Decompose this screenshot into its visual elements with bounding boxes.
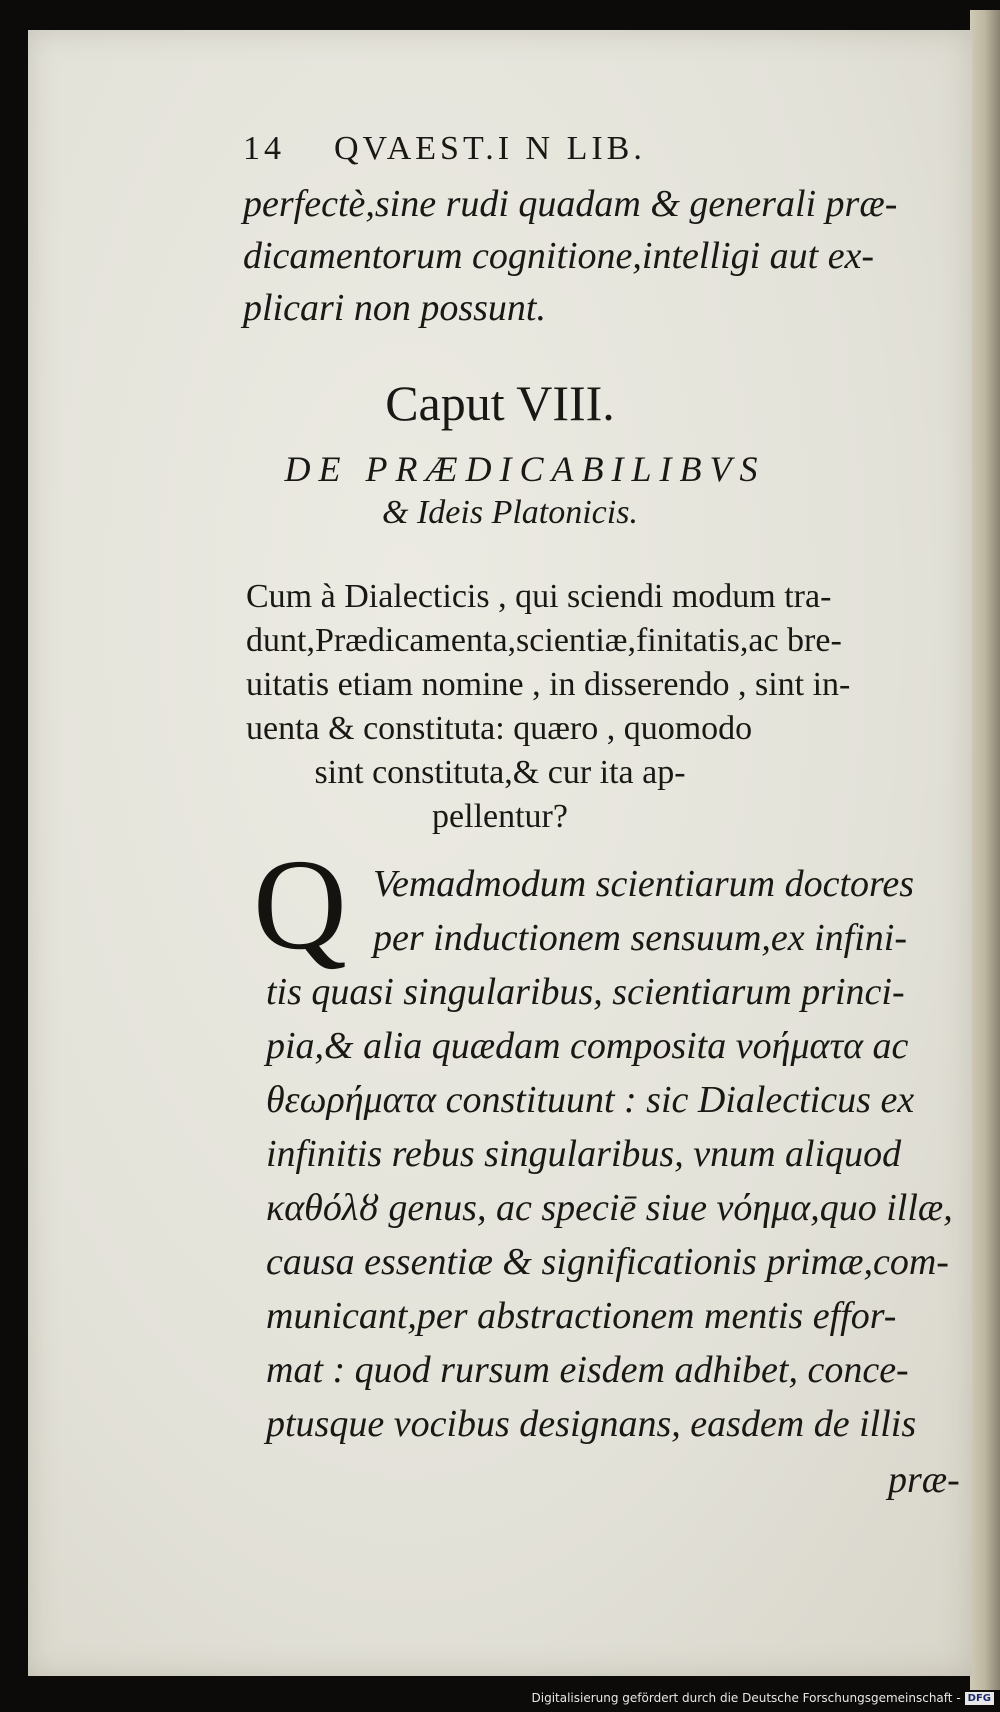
page-text	[28, 30, 972, 1676]
body-line: θεωρήματα constituunt : sic Dialecticus ex	[266, 1079, 915, 1121]
body-line: infinitis rebus singularibus, vnum aliquod	[266, 1133, 902, 1175]
body-line: pia,& alia quædam composita νοήματα ac	[266, 1025, 909, 1067]
body-line: causa essentiæ & significationis primæ,com-	[266, 1241, 949, 1283]
intro-line: plicari non possunt.	[243, 287, 546, 329]
intro-line: dicamentorum cognitione,intelligi aut ex-	[243, 235, 875, 277]
catchword: præ-	[888, 1459, 960, 1501]
chapter-title: Caput VIII.	[385, 375, 615, 431]
question-line: pellentur?	[432, 798, 568, 835]
chapter-subtitle: DE PRÆDICABILIBVS	[284, 449, 766, 489]
intro-line: perfectè,sine rudi quadam & generali præ-	[243, 183, 898, 225]
body-line: mat : quod rursum eisdem adhibet, conce-	[266, 1349, 909, 1391]
body-line: Vemadmodum scientiarum doctores	[373, 863, 915, 905]
question-line: dunt,Prædicamenta,scientiæ,finitatis,ac bre-	[246, 622, 842, 659]
credit-text: Digitalisierung gefördert durch die Deutsche Forschungsgemeinschaft -	[531, 1691, 961, 1705]
question-line: uitatis etiam nomine , in disserendo , sint in-	[246, 666, 851, 703]
book-page	[28, 30, 972, 1676]
body-line: ptusque vocibus designans, easdem de illis	[266, 1403, 917, 1445]
body-line: municant,per abstractionem mentis effor-	[266, 1295, 897, 1337]
book-edge	[970, 10, 1000, 1690]
chapter-subtitle-2: & Ideis Platonicis.	[382, 494, 638, 531]
body-line: per inductionem sensuum,ex infini-	[373, 917, 908, 959]
question-line: Cum à Dialecticis , qui sciendi modum tra-	[246, 578, 832, 615]
question-line: uenta & constituta: quæro , quomodo	[246, 710, 753, 747]
body-line: καθόλȣ genus, ac speciē siue νόημα,quo illæ,	[266, 1187, 953, 1229]
running-title: QVAEST.I N LIB.	[334, 130, 646, 167]
question-line: sint constituta,& cur ita ap-	[314, 754, 686, 791]
page-number: 14	[243, 130, 285, 167]
body-line: tis quasi singularibus, scientiarum princi-	[266, 971, 905, 1013]
dfg-logo: DFG	[965, 1692, 994, 1705]
digitization-credit	[532, 1686, 995, 1710]
drop-cap: Q	[253, 833, 347, 977]
